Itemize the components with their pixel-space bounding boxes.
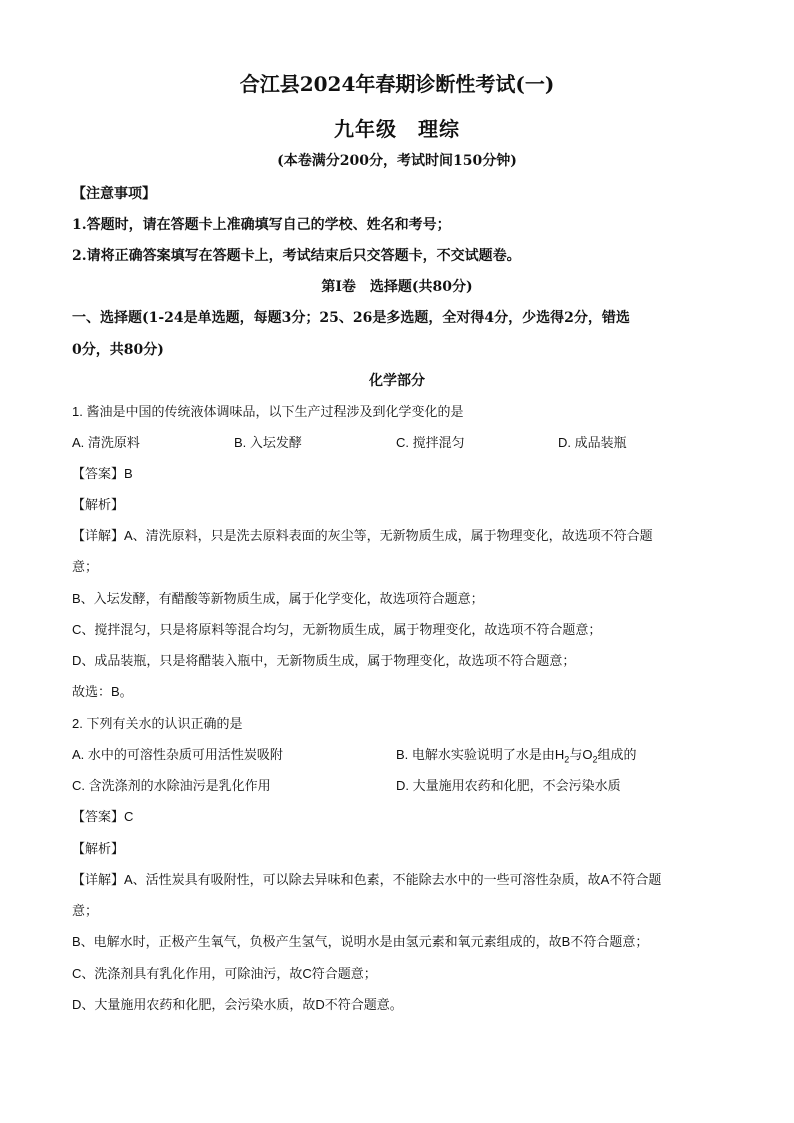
q2-detail-1-cont: 意； bbox=[72, 903, 99, 918]
q1-detail-3: C、搅拌混匀，只是将原料等混合均匀，无新物质生成，属于物理变化，故选项不符合题意； bbox=[72, 622, 602, 637]
exam-title: 合江县2024年春期诊断性考试(一) bbox=[239, 72, 555, 96]
q1-answer: 【答案】B bbox=[72, 466, 133, 481]
section-heading-line-2: 0分，共80分) bbox=[72, 342, 164, 358]
q2-detail-2: B、电解水时，正极产生氧气，负极产生氢气，说明水是由氢元素和氧元素组成的，故B不符合题意； bbox=[72, 934, 649, 949]
q1-analysis: 【解析】 bbox=[72, 497, 125, 512]
q2-option-d: D. 大量施用农药和化肥，不会污染水质 bbox=[396, 778, 621, 793]
exam-subtitle: 九年级 理综 bbox=[334, 117, 460, 141]
q1-detail-1-cont: 意； bbox=[72, 559, 99, 574]
notice-item-2: 2.请将正确答案填写在答题卡上，考试结束后只交答题卡，不交试题卷。 bbox=[72, 248, 521, 264]
part-heading: 化学部分 bbox=[369, 373, 425, 389]
notice-item-1: 1.答题时，请在答题卡上准确填写自己的学校、姓名和考号； bbox=[72, 217, 451, 233]
q2-option-c: C. 含洗涤剂的水除油污是乳化作用 bbox=[72, 778, 271, 793]
q2-detail-3: C、洗涤剂具有乳化作用，可除油污，故C符合题意； bbox=[72, 966, 377, 981]
q2-detail-1: 【详解】A、活性炭具有吸附性，可以除去异味和色素，不能除去水中的一些可溶性杂质，故A不符合题 bbox=[72, 872, 662, 887]
q2-option-b: B. 电解水实验说明了水是由$H_2$与$O_2$组成的 bbox=[396, 747, 637, 765]
q1-option-d: D. 成品装瓶 bbox=[558, 435, 627, 450]
q1-option-b: B. 入坛发酵 bbox=[234, 435, 302, 450]
q1-option-c: C. 搅拌混匀 bbox=[396, 435, 465, 450]
q2-option-a: A. 水中的可溶性杂质可用活性炭吸附 bbox=[72, 747, 283, 762]
q1-detail-4: D、成品装瓶，只是将醋装入瓶中，无新物质生成，属于物理变化，故选项不符合题意； bbox=[72, 653, 576, 668]
q1-option-a: A. 清洗原料 bbox=[72, 435, 140, 450]
q2-stem: 2. 下列有关水的认识正确的是 bbox=[72, 716, 243, 731]
q1-detail-1: 【详解】A、清洗原料，只是洗去原料表面的灰尘等，无新物质生成，属于物理变化，故选项不符合题 bbox=[72, 528, 653, 543]
notice-heading: 【注意事项】 bbox=[72, 186, 156, 202]
exam-note: (本卷满分200分，考试时间150分钟) bbox=[277, 153, 517, 169]
section-heading-line-1: 一、选择题(1-24是单选题，每题3分；25、26是多选题，全对得4分，少选得2分，错选 bbox=[72, 310, 630, 326]
q2-analysis: 【解析】 bbox=[72, 841, 125, 856]
q2-detail-4: D、大量施用农药和化肥，会污染水质，故D不符合题意。 bbox=[72, 997, 403, 1012]
q1-stem: 1. 酱油是中国的传统液体调味品，以下生产过程涉及到化学变化的是 bbox=[72, 404, 464, 419]
q2-answer: 【答案】C bbox=[72, 809, 134, 824]
q1-choose: 故选：B。 bbox=[72, 684, 133, 699]
q1-detail-2: B、入坛发酵，有醋酸等新物质生成，属于化学变化，故选项符合题意； bbox=[72, 591, 484, 606]
volume-heading: 第Ⅰ卷 选择题(共80分) bbox=[321, 279, 473, 295]
